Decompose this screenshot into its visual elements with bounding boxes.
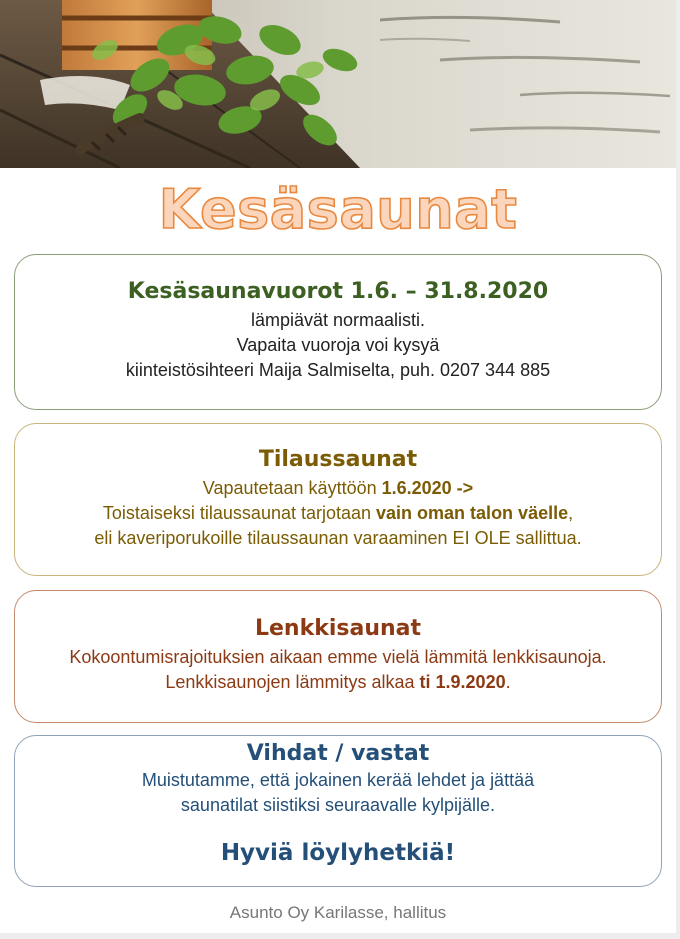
bold-text: vain oman talon väelle (376, 503, 569, 523)
footer-signature: Asunto Oy Karilasse, hallitus (229, 903, 447, 922)
section-heading: Lenkkisaunat (254, 616, 422, 641)
birch-whisk-image (0, 0, 676, 168)
closing-greeting: Hyviä löylyhetkiä! (220, 840, 456, 866)
section-text: lämpiävät normaalisti. (250, 310, 426, 330)
text-span: Lenkkisaunojen lämmitys alkaa (165, 672, 420, 692)
text-span: Toistaiseksi tilaussaunat tarjotaan (102, 503, 377, 523)
bold-date: ti 1.9.2020 (419, 672, 506, 692)
section-heading: Tilaussaunat (258, 447, 418, 472)
section-text: Kokoontumisrajoituksien aikaan emme vielä lämmitä lenkkisaunoja. (69, 647, 607, 667)
section-text: Vapaita vuoroja voi kysyä (236, 335, 440, 355)
section-text: eli kaveriporukoille tilaussaunan varaaminen EI OLE sallittua. (94, 528, 582, 548)
hero-image (0, 0, 676, 168)
section-heading: Vihdat / vastat (246, 741, 430, 766)
section-heading: Kesäsaunavuorot 1.6. – 31.8.2020 (127, 279, 549, 304)
section-text (15, 501, 661, 526)
jogging-saunas-box (14, 590, 662, 723)
section-text: saunatilat siistiksi seuraavalle kylpijälle. (180, 795, 496, 815)
text-span: , (568, 503, 574, 523)
section-text: kiinteistösihteeri Maija Salmiselta, puh. 0207 344 885 (125, 360, 551, 380)
text-span: . (505, 672, 511, 692)
whisks-box (14, 735, 662, 887)
page-title: Kesäsaunat (158, 178, 518, 241)
summer-sauna-shifts-box (14, 254, 662, 410)
section-text: Muistutamme, että jokainen kerää lehdet ja jättää (141, 770, 535, 790)
bold-date: 1.6.2020 -> (381, 478, 474, 498)
section-text (15, 476, 661, 501)
booking-saunas-box (14, 423, 662, 576)
section-text (15, 670, 661, 695)
text-span: Vapautetaan käyttöön (202, 478, 382, 498)
